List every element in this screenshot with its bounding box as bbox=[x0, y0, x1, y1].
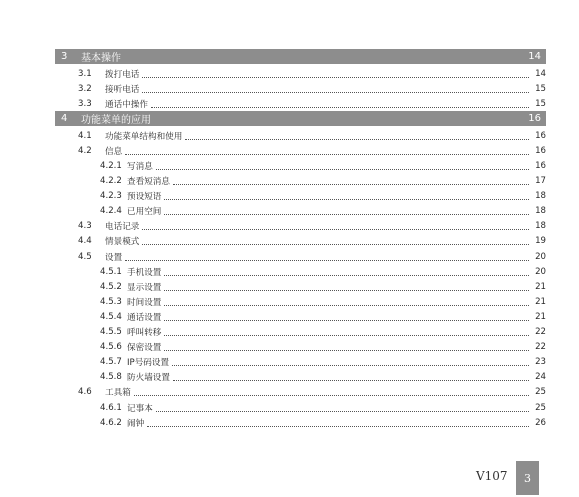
toc-entry-title: 显示设置 bbox=[127, 282, 162, 293]
toc-subsection-entry bbox=[55, 189, 546, 204]
toc-entry-page: 24 bbox=[535, 372, 546, 383]
toc-entry-page: 16 bbox=[535, 161, 546, 172]
toc-chapter-heading bbox=[55, 111, 546, 126]
toc-section-entry bbox=[55, 385, 546, 400]
toc-section-entry bbox=[55, 81, 546, 96]
toc-entry-page: 16 bbox=[535, 130, 546, 141]
toc-entry-page: 18 bbox=[535, 191, 546, 202]
toc-subsection-entry bbox=[55, 340, 546, 355]
toc-leader-dots bbox=[164, 319, 529, 321]
toc-entry-number: 4.6.1 bbox=[100, 402, 122, 413]
toc-entry-title: 接听电话 bbox=[105, 84, 140, 95]
toc-leader-dots bbox=[142, 243, 529, 245]
toc-subsection-entry bbox=[55, 355, 546, 370]
model-name: V107 bbox=[476, 469, 508, 483]
toc-entry-number: 4.5.7 bbox=[100, 357, 122, 368]
toc-entry-number: 4.5.3 bbox=[100, 296, 122, 307]
toc-subsection-entry bbox=[55, 264, 546, 279]
toc-entry-title: IP号码设置 bbox=[127, 358, 170, 369]
toc-entry-number: 3 bbox=[61, 51, 68, 62]
toc-entry-title: 通话设置 bbox=[127, 312, 162, 323]
toc-subsection-entry bbox=[55, 279, 546, 294]
toc-entry-title: 设置 bbox=[105, 252, 123, 263]
toc-entry-page: 21 bbox=[535, 296, 546, 307]
toc-entry-title: 写消息 bbox=[127, 162, 153, 173]
toc-entry-number: 3.3 bbox=[78, 98, 92, 109]
toc-subsection-entry bbox=[55, 294, 546, 309]
toc-entry-number: 3.2 bbox=[78, 83, 92, 94]
toc-entry-number: 4.5.8 bbox=[100, 372, 122, 383]
toc-entry-page: 16 bbox=[528, 113, 541, 125]
toc-chapter-heading bbox=[55, 49, 546, 64]
toc-entry-page: 26 bbox=[535, 417, 546, 428]
toc-entry-page: 22 bbox=[535, 327, 546, 338]
toc-entry-number: 4.6.2 bbox=[100, 417, 122, 428]
toc-entry-title: 记事本 bbox=[127, 403, 153, 414]
toc-leader-dots bbox=[142, 76, 529, 78]
toc-leader-dots bbox=[156, 410, 529, 412]
toc-entry-number: 4 bbox=[61, 113, 68, 125]
toc-leader-dots bbox=[173, 379, 529, 381]
toc-entry-number: 4.5.1 bbox=[100, 266, 122, 277]
toc-section-entry bbox=[55, 66, 546, 81]
toc-leader-dots bbox=[172, 364, 529, 366]
toc-leader-dots bbox=[164, 349, 529, 351]
toc-entry-page: 25 bbox=[535, 387, 546, 398]
toc-entry-title: 拨打电话 bbox=[105, 69, 140, 80]
toc-entry-number: 4.5.4 bbox=[100, 311, 122, 322]
toc-entry-number: 4.2 bbox=[78, 145, 92, 156]
toc-leader-dots bbox=[164, 198, 529, 200]
toc-entry-number: 4.6 bbox=[78, 387, 92, 398]
toc-entry-number: 4.5.5 bbox=[100, 327, 122, 338]
toc-leader-dots bbox=[164, 213, 529, 215]
toc-section-entry bbox=[55, 128, 546, 143]
toc-entry-page: 17 bbox=[535, 176, 546, 187]
toc-entry-title: 基本操作 bbox=[81, 53, 121, 64]
toc-entry-number: 4.5 bbox=[78, 251, 92, 262]
toc-subsection-entry bbox=[55, 415, 546, 430]
toc-entry-page: 14 bbox=[535, 68, 546, 79]
toc-entry-page: 20 bbox=[535, 251, 546, 262]
toc-entry-page: 14 bbox=[528, 51, 541, 62]
toc-entry-title: 防火墙设置 bbox=[127, 373, 170, 384]
toc-leader-dots bbox=[151, 106, 529, 108]
toc-entry-title: 已用空间 bbox=[127, 207, 162, 218]
toc-entry-title: 查看短消息 bbox=[127, 177, 170, 188]
toc-entry-title: 信息 bbox=[105, 146, 123, 157]
toc-subsection-entry bbox=[55, 158, 546, 173]
toc-leader-dots bbox=[156, 168, 529, 170]
toc-leader-dots bbox=[147, 425, 529, 427]
toc-entry-page: 16 bbox=[535, 145, 546, 156]
toc-entry-page: 22 bbox=[535, 342, 546, 353]
toc-entry-page: 15 bbox=[535, 83, 546, 94]
toc-entry-page: 23 bbox=[535, 357, 546, 368]
toc-entry-title: 工具箱 bbox=[105, 388, 131, 399]
toc-entry-number: 4.2.3 bbox=[100, 191, 122, 202]
toc-entry-page: 25 bbox=[535, 402, 546, 413]
toc-entry-page: 15 bbox=[535, 98, 546, 109]
toc-entry-number: 4.2.2 bbox=[100, 176, 122, 187]
toc-entry-page: 21 bbox=[535, 281, 546, 292]
toc-entry-title: 电话记录 bbox=[105, 222, 140, 233]
toc-subsection-entry bbox=[55, 325, 546, 340]
toc-leader-dots bbox=[164, 304, 529, 306]
toc-entry-page: 20 bbox=[535, 266, 546, 277]
toc-section-entry bbox=[55, 249, 546, 264]
toc-entry-title: 呼叫转移 bbox=[127, 328, 162, 339]
toc-entry-page: 19 bbox=[535, 236, 546, 247]
toc-entry-page: 21 bbox=[535, 311, 546, 322]
toc-entry-number: 4.5.2 bbox=[100, 281, 122, 292]
toc-entry-number: 4.2.1 bbox=[100, 161, 122, 172]
toc-leader-dots bbox=[185, 138, 529, 140]
toc-leader-dots bbox=[173, 183, 529, 185]
page-number-tab: 3 bbox=[516, 461, 539, 495]
toc-entry-page: 18 bbox=[535, 221, 546, 232]
toc-leader-dots bbox=[142, 228, 529, 230]
toc-entry-title: 功能菜单结构和使用 bbox=[105, 131, 183, 142]
toc-subsection-entry bbox=[55, 370, 546, 385]
toc-subsection-entry bbox=[55, 204, 546, 219]
toc-section-entry bbox=[55, 143, 546, 158]
toc-entry-number: 4.5.6 bbox=[100, 342, 122, 353]
toc-entry-number: 3.1 bbox=[78, 68, 92, 79]
toc-subsection-entry bbox=[55, 309, 546, 324]
toc-entry-number: 4.3 bbox=[78, 221, 92, 232]
toc-leader-dots bbox=[164, 274, 529, 276]
toc-leader-dots bbox=[164, 334, 529, 336]
toc-entry-title: 情景模式 bbox=[105, 237, 140, 248]
toc-subsection-entry bbox=[55, 400, 546, 415]
toc-entry-title: 手机设置 bbox=[127, 267, 162, 278]
toc-entry-number: 4.1 bbox=[78, 130, 92, 141]
toc-entry-number: 4.2.4 bbox=[100, 206, 122, 217]
toc-entry-title: 保密设置 bbox=[127, 343, 162, 354]
toc-entry-title: 功能菜单的应用 bbox=[81, 115, 151, 127]
toc-section-entry bbox=[55, 96, 546, 111]
toc-section-entry bbox=[55, 219, 546, 234]
toc-entry-title: 预设短语 bbox=[127, 192, 162, 203]
toc-entry-number: 4.4 bbox=[78, 236, 92, 247]
toc-entry-title: 通话中操作 bbox=[105, 99, 148, 110]
table-of-contents bbox=[55, 49, 546, 430]
toc-leader-dots bbox=[164, 289, 529, 291]
toc-leader-dots bbox=[142, 91, 529, 93]
toc-leader-dots bbox=[134, 394, 529, 396]
toc-entry-title: 时间设置 bbox=[127, 297, 162, 308]
toc-entry-page: 18 bbox=[535, 206, 546, 217]
toc-leader-dots bbox=[125, 259, 529, 261]
toc-section-entry bbox=[55, 234, 546, 249]
toc-leader-dots bbox=[125, 153, 529, 155]
toc-subsection-entry bbox=[55, 174, 546, 189]
toc-entry-title: 闹钟 bbox=[127, 418, 145, 429]
